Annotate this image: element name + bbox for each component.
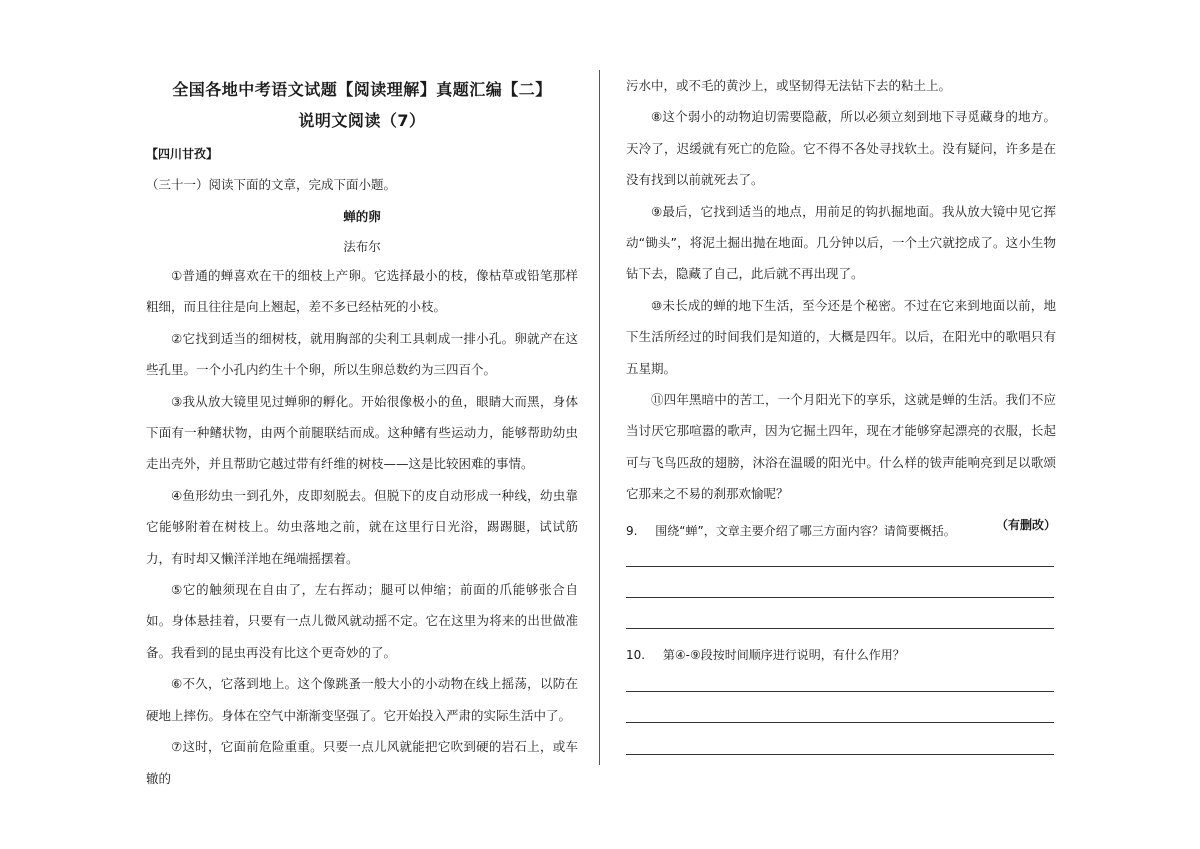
question-10 <box>626 646 905 663</box>
article-body-left <box>146 260 578 794</box>
paragraph-8: ⑧这个弱小的动物迫切需要隐蔽，所以必须立刻到地下寻觅藏身的地方。天冷了，迟缓就有死亡的危险。它不得不各处寻找软土。没有疑问，许多是在没有找到以前就死去了。 <box>626 109 1056 188</box>
question-number: 9. <box>626 524 638 538</box>
page-title: 全国各地中考语文试题【阅读理解】真题汇编【二】 <box>172 80 552 99</box>
answer-line[interactable] <box>626 628 1054 629</box>
source-note: （有删改） <box>995 517 1056 532</box>
question-9 <box>626 522 956 539</box>
article-title: 蝉的卵 <box>343 209 381 224</box>
answer-line[interactable] <box>626 566 1054 567</box>
article-body-right <box>626 70 1056 541</box>
article-author: 法布尔 <box>343 239 381 254</box>
paragraph-6: ⑥不久，它落到地上。这个像跳蚤一般大小的小动物在线上摇荡，以防在硬地上摔伤。身体在空气中渐渐变坚强了。它开始投入严肃的实际生活中了。 <box>146 676 578 723</box>
answer-line[interactable] <box>626 691 1054 692</box>
paragraph-9: ⑨最后，它找到适当的地点，用前足的钩扒掘地面。我从放大镜中见它挥动“锄头”，将泥土掘出抛在地面。几分钟以后，一个土穴就挖成了。这小生物钻下去，隐藏了自己，此后就不再出现了。 <box>626 203 1056 282</box>
paragraph-1: ①普通的蝉喜欢在干的细枝上产卵。它选择最小的枝，像枯草或铅笔那样粗细，而且往往是向上翘起，差不多已经枯死的小枝。 <box>146 268 578 315</box>
paragraph-7: ⑦这时，它面前危险重重。只要一点儿风就能把它吹到硬的岩石上，或车辙的 <box>146 739 578 786</box>
answer-line[interactable] <box>626 597 1054 598</box>
region-label: 【四川甘孜】 <box>146 147 219 161</box>
answer-line[interactable] <box>626 754 1054 755</box>
paragraph-2: ②它找到适当的细树枝，就用胸部的尖利工具刺成一排小孔。卵就产在这些孔里。一个小孔内约生十个卵，所以生卵总数约为三四百个。 <box>146 330 578 378</box>
question-text: 围绕“蝉”，文章主要介绍了哪三方面内容？请简要概括。 <box>655 524 956 538</box>
paragraph-3: ③我从放大镜里见过蝉卵的孵化。开始很像极小的鱼，眼睛大而黑，身体下面有一种鳍状物，由两个前腿联结而成。这种鳍有些运动力，能够帮助幼虫走出壳外，并且帮助它越过带有纤维的树枝——这是比较困难的事情。 <box>146 393 578 472</box>
paragraph-7-continuation: 污水中，或不毛的黄沙上，或坚韧得无法钻下去的粘土上。 <box>626 78 952 93</box>
answer-line[interactable] <box>626 722 1054 723</box>
paragraph-11: ⑪四年黑暗中的苦工，一个月阳光下的享乐，这就是蝉的生活。我们不应当讨厌它那喧嚣的歌声，因为它掘土四年，现在才能够穿起漂亮的衣服，长起可与飞鸟匹敌的翅膀，沐浴在温暖的阳光中。什么样的钹声能响亮到足以歌颂它那来之不易的刹那欢愉呢？ <box>626 392 1056 502</box>
instruction-text: （三十一）阅读下面的文章，完成下面小题。 <box>146 177 397 192</box>
paragraph-10: ⑩未长成的蝉的地下生活，至今还是个秘密。不过在它来到地面以前，地下生活所经过的时间我们是知道的，大概是四年。以后，在阳光中的歌唱只有五星期。 <box>626 297 1056 376</box>
paragraph-4: ④鱼形幼虫一到孔外，皮即刻脱去。但脱下的皮自动形成一种线，幼虫靠它能够附着在树枝上。幼虫落地之前，就在这里行日光浴，踢踢腿，试试筋力，有时却又懒洋洋地在绳端摇摆着。 <box>146 487 578 566</box>
question-number: 10. <box>626 648 646 662</box>
column-divider <box>599 70 600 765</box>
paragraph-5: ⑤它的触须现在自由了，左右挥动；腿可以伸缩；前面的爪能够张合自如。身体悬挂着，只要有一点儿微风就动摇不定。它在这里为将来的出世做准备。我看到的昆虫再没有比这个更奇妙的了。 <box>146 582 578 660</box>
question-text: 第④-⑨段按时间顺序进行说明，有什么作用？ <box>662 648 905 662</box>
page-subtitle: 说明文阅读（7） <box>298 111 426 130</box>
